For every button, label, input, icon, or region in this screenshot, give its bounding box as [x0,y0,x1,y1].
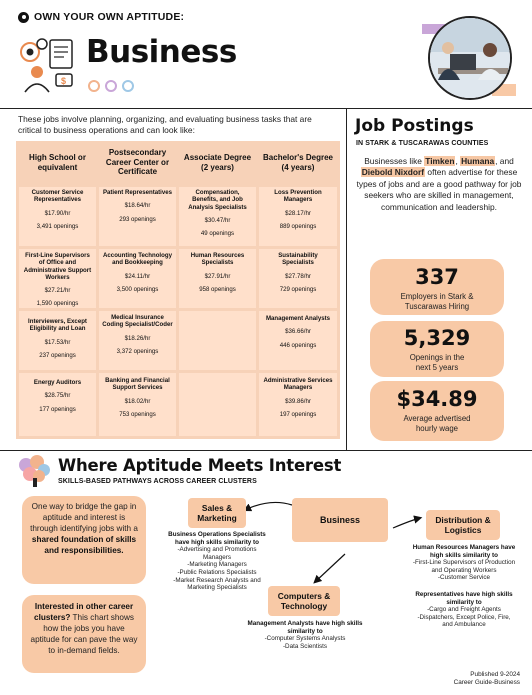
col-heading-high-school: High School or equivalent [29,153,86,172]
job-wage: $28.75/hr [44,392,71,400]
job-entry [179,252,256,293]
job-entry [19,189,96,230]
center-cluster-business: Business [292,498,388,542]
job-title: Patient Representatives [102,189,173,196]
logistics-item: -First-Line Supervisors of Production and Operating Workers [412,559,516,574]
job-entry [19,252,96,308]
job-entry [99,252,176,293]
stat-openings [370,321,504,377]
header-divider [0,108,532,109]
footer-guide: Career Guide-Business [453,679,520,686]
job-postings-title: Job Postings [355,116,474,136]
job-openings: 1,590 openings [36,300,79,308]
job-openings: 197 openings [279,410,317,418]
sales-item: -Marketing Managers [187,561,247,569]
job-title: Loss Prevention Managers [274,189,322,204]
job-postings-text [354,156,524,213]
job-openings: 49 openings [200,230,235,238]
target-icon [18,12,29,23]
aptitude-subtitle: SKILLS-BASED PATHWAYS ACROSS CAREER CLUSTERS [58,478,257,485]
job-wage: $17.53/hr [44,338,71,346]
job-openings: 3,372 openings [116,347,159,355]
job-wage: $18.26/hr [124,334,151,342]
postings-sep: , and [495,156,514,166]
sales-pathway-text [165,531,269,592]
dot-purple [105,80,117,92]
sales-item: -Public Relations Specialists [177,568,257,576]
job-wage: $28.17/hr [285,209,311,217]
job-title: Sustainability Specialists [278,252,318,267]
job-wage: $18.02/hr [124,397,151,405]
stat-employers [370,259,504,315]
job-wage: $24.11/hr [124,272,151,280]
logistics-lead: Human Resources Managers have high skills similarity to [412,544,516,559]
job-title: Interviewers, Except Eligibility and Loan [28,318,87,333]
aptitude-title: Where Aptitude Meets Interest [58,456,342,475]
page-title: Business [86,34,237,70]
job-title: Management Analysts [265,315,331,322]
job-entry [19,318,96,359]
cluster-distribution-logistics: Distribution & Logistics [426,510,500,540]
computers-item: -Data Scientists [282,642,328,650]
job-openings: 753 openings [119,410,156,418]
job-openings: 958 openings [199,285,236,293]
job-openings: 3,500 openings [116,285,159,293]
company-humana: Humana [461,156,495,166]
job-title: Medical Insurance Coding Specialist/Coder [102,314,173,329]
job-openings: 293 openings [119,215,156,223]
logistics-item: -Cargo and Freight Agents [427,606,501,614]
job-title: Accounting Technology and Bookkeeping [103,252,172,267]
postings-suffix: often advertise for these types of jobs and are a good pathway for job seekers who are skilled in management, communication and leadership. [356,167,522,212]
col-heading-postsecondary: Postsecondary Career Center or Certificate [105,148,170,177]
table-cell [179,373,256,436]
stat-label: Average advertised hourly wage [403,414,471,433]
col-heading-associate: Associate Degree (2 years) [183,153,252,172]
sales-item: -Market Research Analysts and Marketing Specialists [173,576,261,592]
cluster-sales-marketing: Sales & Marketing [188,498,246,528]
hero-photo [428,16,512,100]
postings-sep: , [455,156,461,166]
bridge-gap-text: One way to bridge the gap in aptitude and interest is through identifying jobs with a [30,502,138,533]
job-openings: 177 openings [39,405,76,413]
job-openings: 729 openings [279,285,317,293]
footer-published: Published 9-2024 [470,671,520,678]
business-gears-icon [16,36,78,94]
job-wage: $36.66/hr [285,328,311,336]
job-wage: $27.78/hr [285,272,311,280]
footer [454,671,520,687]
job-entry [259,189,337,230]
computers-pathway-text [236,620,374,650]
sales-item: -Advertising and Promotions Managers [177,546,257,561]
postings-prefix: Businesses like [364,156,425,166]
job-openings: 446 openings [279,341,317,349]
job-entry [259,377,337,418]
section-divider [0,450,532,451]
bridge-gap-box [22,496,146,584]
logistics-pathway-text [412,544,516,629]
stat-label: Openings in the next 5 years [409,353,465,372]
job-title: Human Resources Specialists [190,252,245,267]
job-wage: $27.21/hr [44,287,71,295]
computers-item: -Computer Systems Analysts [264,635,346,643]
stat-label: Employers in Stark & Tuscarawas Hiring [400,292,474,311]
page-kicker [18,11,184,23]
col-heading-bachelors: Bachelor's Degree (4 years) [263,153,333,172]
job-wage: $39.86/hr [285,397,311,405]
job-postings-subtitle: IN STARK & TUSCARAWAS COUNTIES [356,140,489,147]
dot-blue [122,80,134,92]
other-clusters-box [22,595,146,673]
job-wage: $17.90/hr [44,209,71,217]
job-wage: $30.47/hr [204,216,231,224]
stat-value: $34.89 [396,387,478,411]
svg-text:$: $ [61,76,67,86]
job-entry [99,189,176,223]
job-entry [179,189,256,237]
stat-wage [370,381,504,441]
decorative-dots [88,80,134,92]
logistics-item: -Customer Service [437,574,491,582]
job-openings: 889 openings [279,222,317,230]
sales-lead: Business Operations Specialists have high skills similarity to [168,531,266,546]
stat-value: 337 [415,265,459,289]
company-diebold: Diebold Nixdorf [361,167,425,178]
kicker-text: OWN YOUR OWN APTITUDE: [34,11,185,23]
job-wage: $18.64/hr [124,202,151,210]
job-entry [99,377,176,418]
job-title: First-Line Supervisors of Office and Administrative Support Workers [23,252,92,281]
job-wage: $27.91/hr [204,272,231,280]
job-title: Compensation, Benefits, and Job Analysis Specialists [188,189,247,211]
table-cell [179,311,256,370]
vertical-divider [346,108,347,450]
other-clusters-text: This chart shows how the jobs you have aptitude for can pave the way to in-demand fields. [30,613,138,655]
brain-icon [16,454,52,488]
logistics-item: -Dispatchers, Except Police, Fire, and Ambulance [417,613,511,629]
other-clusters-bold: Interested in other career clusters? [34,602,134,622]
office-photo-illustration [430,18,512,100]
job-entry [259,315,337,349]
cluster-computers-technology: Computers & Technology [268,586,340,616]
job-entry [259,252,337,293]
stat-value: 5,329 [403,326,471,350]
job-title: Administrative Services Managers [263,377,333,392]
job-title: Customer Service Representatives [31,189,84,204]
bridge-gap-bold: shared foundation of skills and responsibilities. [31,535,137,555]
computers-lead: Management Analysts have high skills similarity to [247,620,363,635]
intro-text: These jobs involve planning, organizing, and evaluating business tasks that are critical to business operations and can look like: [18,114,312,135]
jobs-table [16,141,340,439]
company-timken: Timken [425,156,455,166]
dot-orange [88,80,100,92]
job-title: Banking and Financial Support Services [105,377,170,392]
job-title: Energy Auditors [33,379,82,386]
job-entry [19,379,96,413]
job-openings: 3,491 openings [36,222,79,230]
logistics-lead: Representatives have high skills similarity to [415,590,513,606]
job-entry [99,314,176,355]
job-openings: 237 openings [39,351,76,359]
